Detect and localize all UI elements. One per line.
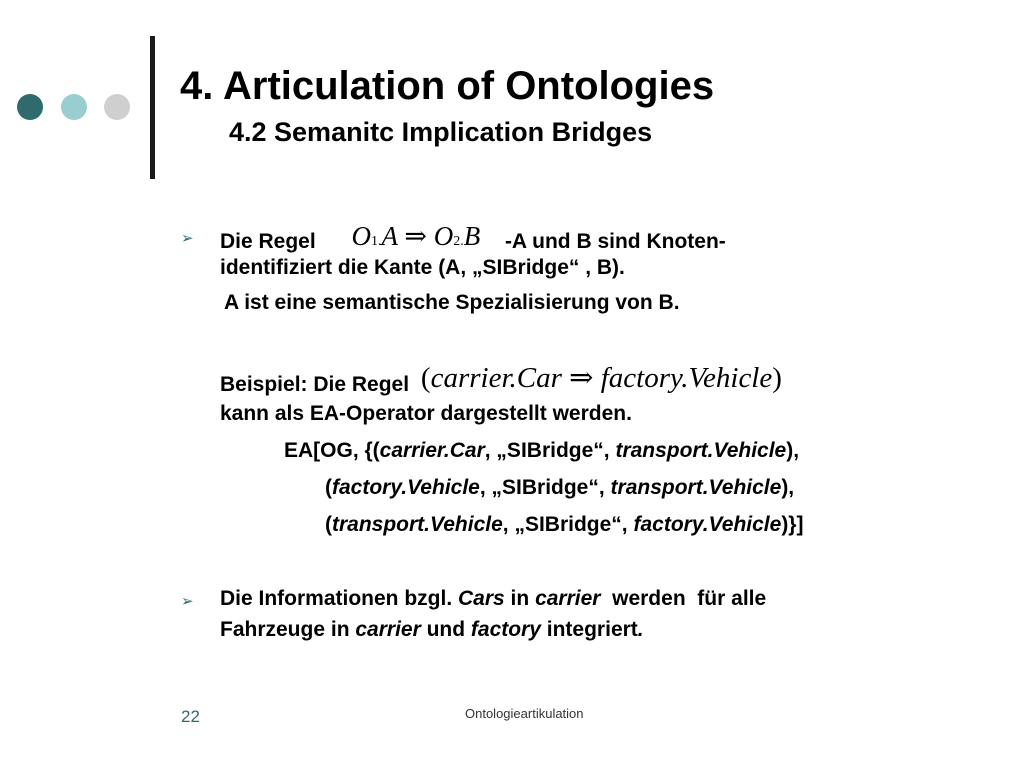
b2-l2-end: . — [637, 618, 644, 641]
bullet1-lead: Die Regel — [220, 230, 316, 253]
formula-o1-sub: 1. — [371, 234, 382, 249]
b2-i2: carrier — [535, 587, 601, 610]
bullet1-rest: -A und B sind Knoten- — [504, 230, 726, 253]
formula-b: B — [463, 221, 481, 251]
slide-subtitle: 4.2 Semanitc Implication Bridges — [229, 117, 653, 147]
decor-dot-dark — [17, 94, 43, 120]
ea-l2-i1: factory.Vehicle — [332, 476, 480, 499]
b2-l2-i1: carrier — [355, 618, 421, 641]
formula-o2-sub: 2. — [453, 234, 464, 249]
formula-o1: O — [351, 221, 372, 251]
ea-l1-post: ), — [786, 439, 800, 462]
bullet1-line5: kann als EA-Operator dargestellt werden. — [220, 402, 632, 425]
b2-p3: werden für alle — [600, 587, 767, 610]
b2-l2-p2: und — [420, 618, 471, 641]
ea-line2 — [325, 476, 794, 500]
ea-l3-post: )}] — [781, 513, 804, 536]
bullet2-line1 — [220, 587, 766, 611]
ea-l3-i2: factory.Vehicle — [633, 513, 782, 536]
paren-close: ) — [772, 362, 782, 394]
paren-open: ( — [420, 362, 431, 394]
footer-text: Ontologieartikulation — [465, 706, 584, 721]
example-left: carrier.Car — [430, 362, 562, 394]
ea-line1 — [284, 439, 799, 463]
formula-o2: O — [433, 221, 454, 251]
slide-title: 4. Articulation of Ontologies — [180, 64, 715, 108]
arrow-bullet-icon: ➢ — [181, 230, 194, 247]
b2-l2-p1: Fahrzeuge in — [220, 618, 356, 641]
ea-l2-pre: ( — [325, 476, 332, 499]
ea-l1-mid: , „SIBridge“, — [484, 439, 616, 462]
formula-a: A — [381, 221, 398, 251]
decor-dot-gray — [104, 94, 130, 120]
ea-l3-mid: , „SIBridge“, — [502, 513, 634, 536]
example-line — [220, 364, 782, 399]
bullet2-line2 — [220, 618, 644, 642]
ea-l2-i2: transport.Vehicle — [610, 476, 782, 499]
title-divider — [150, 36, 155, 179]
example-formula — [421, 362, 782, 394]
implies-icon: ⇒ — [569, 362, 594, 394]
b2-l2-p3: integriert — [540, 618, 638, 641]
bullet1-line2: identifiziert die Kante (A, „SIBridge“ , B). — [220, 256, 625, 279]
b2-l2-i2: factory — [470, 618, 541, 641]
b2-p2: in — [504, 587, 536, 610]
arrow-bullet-icon: ➢ — [181, 593, 194, 610]
ea-l3-pre: ( — [325, 513, 332, 536]
example-lead: Beispiel: Die Regel — [220, 373, 410, 396]
ea-l2-post: ), — [781, 476, 795, 499]
ea-l1-i2: transport.Vehicle — [615, 439, 787, 462]
ea-l1-pre: EA[OG, {( — [284, 439, 380, 462]
decor-dot-light — [61, 94, 87, 120]
b2-i1: Cars — [458, 587, 505, 610]
bullet1-line1 — [220, 221, 726, 255]
page-number: 22 — [181, 707, 200, 726]
ea-l2-mid: , „SIBridge“, — [479, 476, 611, 499]
example-right: factory.Vehicle — [600, 362, 773, 394]
ea-line3 — [325, 513, 803, 537]
ea-l1-i1: carrier.Car — [379, 439, 485, 462]
rule-formula — [352, 221, 487, 251]
ea-l3-i1: transport.Vehicle — [332, 513, 503, 536]
b2-p1: Die Informationen bzgl. — [220, 587, 459, 610]
bullet1-line3: A ist eine semantische Spezialisierung von B. — [224, 291, 680, 314]
implies-icon: ⇒ — [404, 221, 427, 251]
